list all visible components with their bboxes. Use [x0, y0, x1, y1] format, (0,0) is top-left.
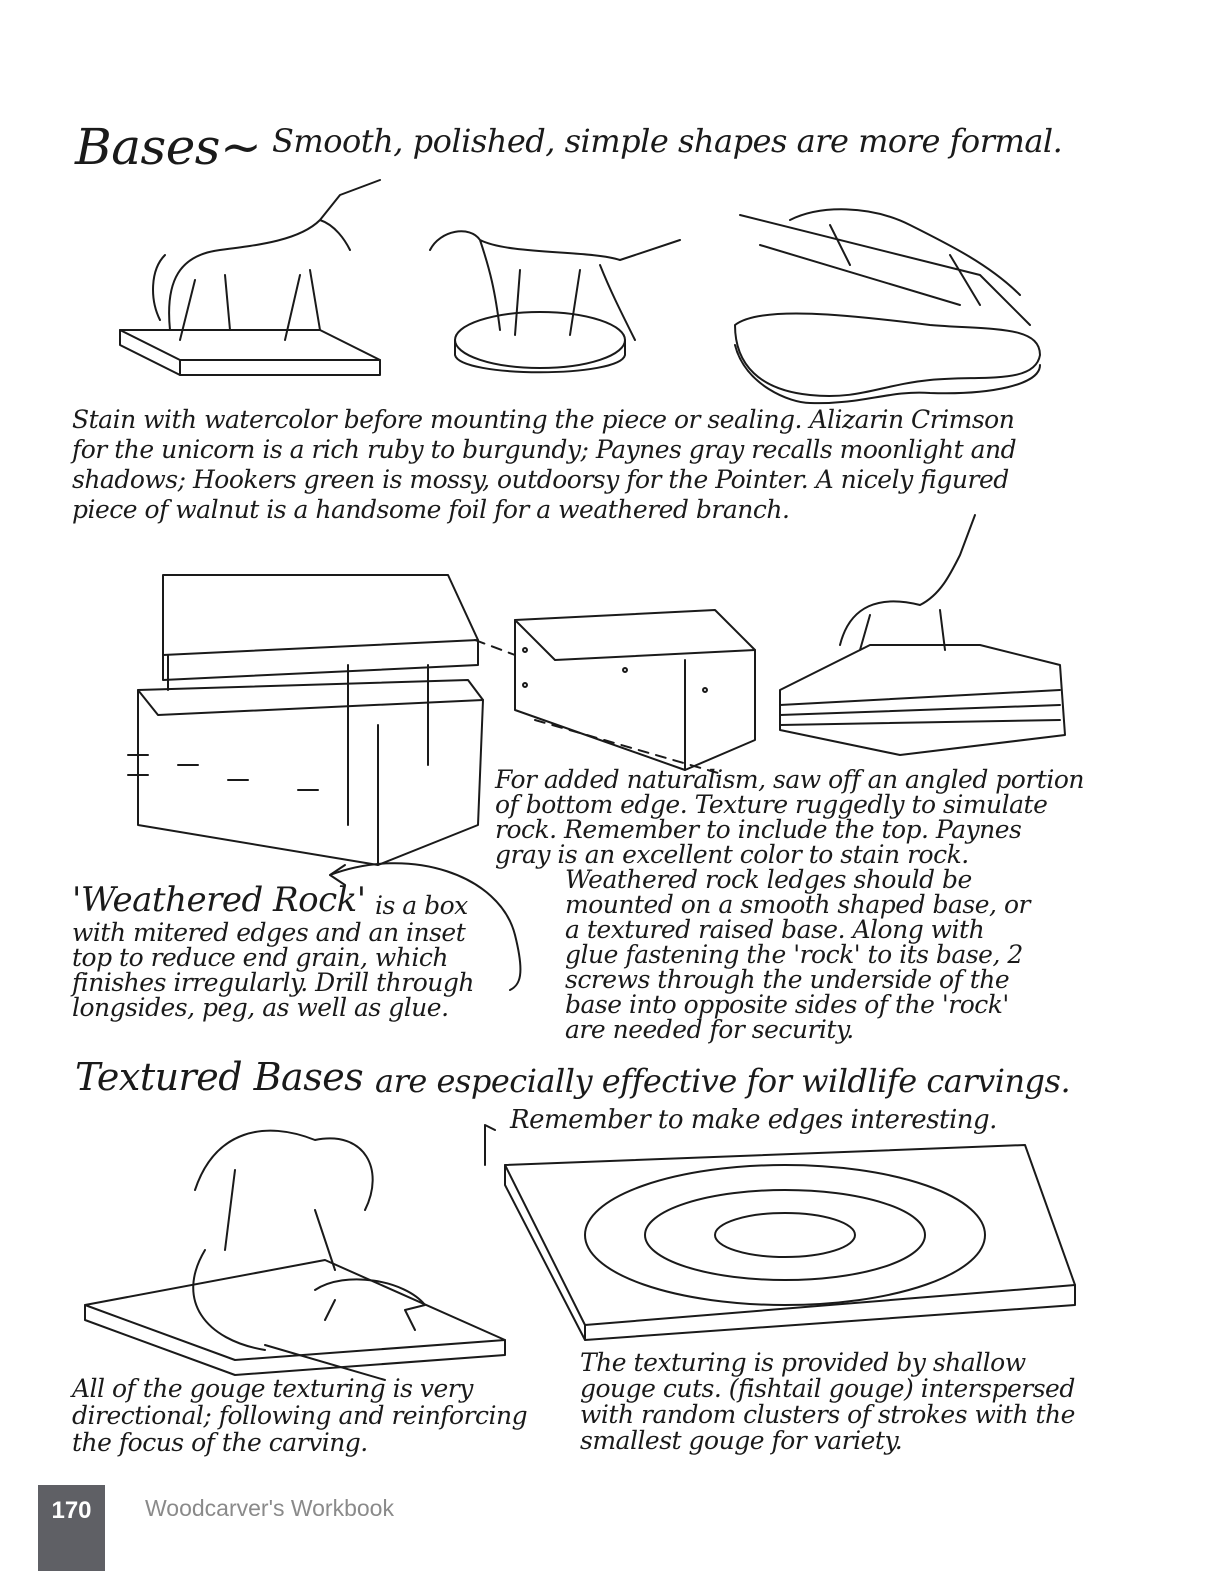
naturalism-line: gray is an excellent color to stain rock. [495, 840, 969, 869]
moose-and-wolf-on-textured-base-illustration [85, 1110, 505, 1360]
gouge-right-paragraph [580, 1350, 1075, 1454]
page-title: Bases~ [75, 118, 262, 176]
naturalism-paragraph [495, 767, 1084, 1042]
gouge-right-line: with random clusters of strokes with the [580, 1400, 1075, 1429]
weathered-rock-paragraph [72, 920, 474, 1020]
pointer-dog-on-oval-base-illustration [420, 210, 700, 400]
page-subtitle: Smooth, polished, simple shapes are more formal. [272, 122, 1063, 160]
mitered-box-exploded-illustration [118, 565, 488, 875]
book-title: Woodcarver's Workbook [145, 1495, 394, 1521]
unicorn-on-rectangular-base-illustration [110, 180, 390, 400]
naturalism-line: screws through the underside of the [565, 965, 1010, 994]
weathered-rock-line: finishes irregularly. Drill through [72, 968, 474, 997]
gouge-right-line: smallest gouge for variety. [580, 1426, 903, 1455]
stain-line: piece of walnut is a handsome foil for a weathered branch. [72, 495, 790, 524]
naturalism-line: base into opposite sides of the 'rock' [565, 990, 1009, 1019]
edge-note: Remember to make edges interesting. [510, 1105, 997, 1135]
stain-paragraph [72, 405, 1016, 525]
naturalism-line: Weathered rock ledges should be [565, 865, 972, 894]
gouge-left-line: directional; following and reinforcing [72, 1401, 528, 1430]
weathered-rock-line: with mitered edges and an inset [72, 918, 466, 947]
naturalism-line: are needed for security. [565, 1015, 854, 1044]
page-number: 170 [51, 1497, 92, 1524]
naturalism-line: For added naturalism, saw off an angled portion [495, 765, 1084, 794]
page-number-tab [38, 1485, 105, 1571]
gouge-right-line: gouge cuts. (fishtail gouge) interspersed [580, 1374, 1075, 1403]
spiral-textured-base-illustration [485, 1125, 1085, 1335]
gouge-left-line: All of the gouge texturing is very [72, 1374, 473, 1403]
stain-line: Stain with watercolor before mounting the piece or sealing. Alizarin Crimson [72, 405, 1015, 434]
naturalism-line: of bottom edge. Texture ruggedly to simulate [495, 790, 1048, 819]
naturalism-line: rock. Remember to include the top. Paynes [495, 815, 1022, 844]
naturalism-line: glue fastening the 'rock' to its base, 2 [565, 940, 1023, 969]
gouge-right-line: The texturing is provided by shallow [580, 1348, 1026, 1377]
weathered-rock-line: longsides, peg, as well as glue. [72, 993, 449, 1022]
angled-box-illustration [475, 600, 765, 780]
howling-coyote-on-rock-illustration [780, 515, 1070, 755]
textured-bases-title: Textured Bases [75, 1055, 364, 1099]
cougar-on-walnut-branch-illustration [730, 205, 1050, 405]
weathered-rock-line: top to reduce end grain, which [72, 943, 448, 972]
weathered-rock-title: 'Weathered Rock' [72, 880, 366, 920]
gouge-left-line: the focus of the carving. [72, 1428, 368, 1457]
stain-line: shadows; Hookers green is mossy, outdoorsy for the Pointer. A nicely figured [72, 465, 1009, 494]
gouge-left-paragraph [72, 1375, 527, 1456]
naturalism-line: mounted on a smooth shaped base, or [565, 890, 1030, 919]
weathered-rock-line: is a box [375, 891, 468, 920]
stain-line: for the unicorn is a rich ruby to burgundy; Paynes gray recalls moonlight and [72, 435, 1017, 464]
textured-bases-subtitle: are especially effective for wildlife carvings. [375, 1062, 1071, 1100]
naturalism-line: a textured raised base. Along with [565, 915, 985, 944]
